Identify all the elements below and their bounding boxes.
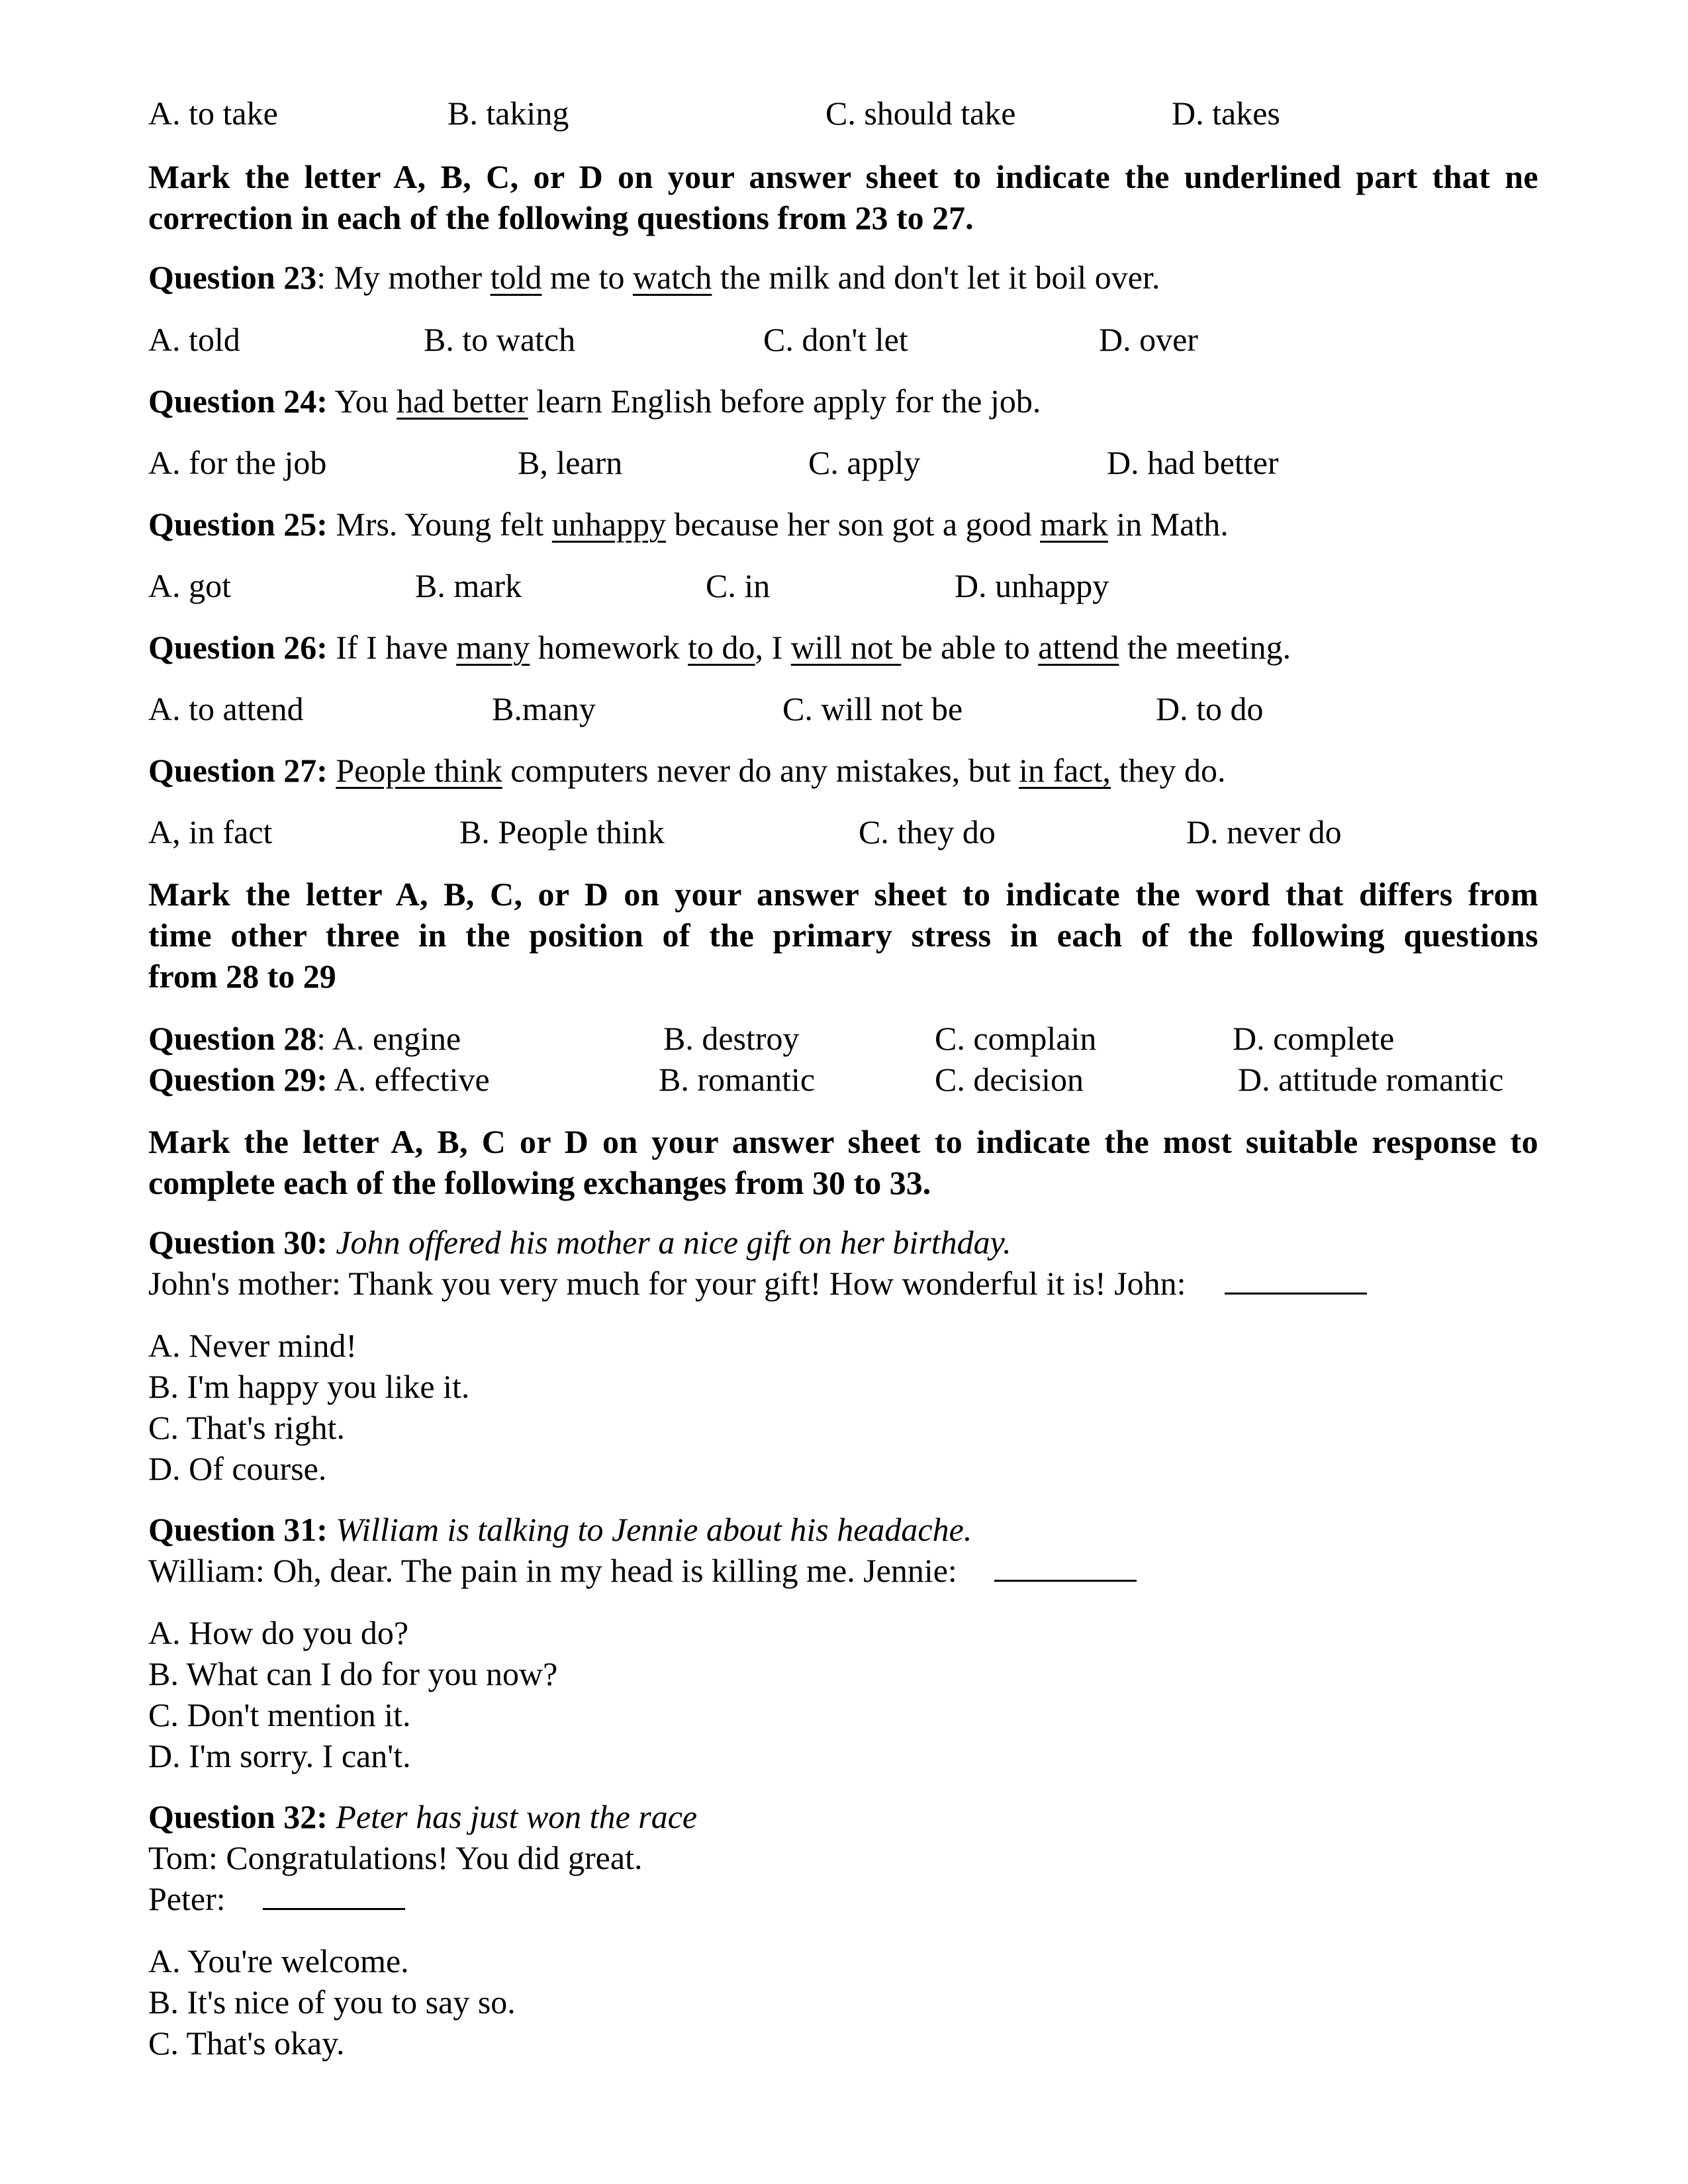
q24-text-1: You bbox=[327, 383, 397, 420]
question-30-label: Question 30: bbox=[148, 1224, 328, 1261]
q29-option-d: D. attitude romantic bbox=[1238, 1061, 1504, 1098]
q25-option-d: D. unhappy bbox=[955, 567, 1109, 604]
q27-text-2: computers never do any mistakes, but bbox=[502, 752, 1019, 789]
q26-option-d: D. to do bbox=[1156, 690, 1264, 727]
q29-option-b: B. romantic bbox=[659, 1061, 816, 1098]
q31-option-a: A. How do you do? bbox=[148, 1614, 409, 1651]
q26-text-2: homework bbox=[530, 629, 688, 666]
question-26-label: Question 26: bbox=[148, 629, 328, 666]
question-32 bbox=[148, 1796, 697, 1837]
q30-dialogue-text: John's mother: Thank you very much for your gift! How wonderful it is! John: bbox=[148, 1265, 1186, 1302]
q26-underlined-attend: attend bbox=[1038, 629, 1119, 666]
q22-option-a: A. to take bbox=[148, 95, 278, 132]
q28-option-b: B. destroy bbox=[663, 1020, 800, 1057]
q32-situation: Peter has just won the race bbox=[327, 1798, 698, 1835]
q22-option-d: D. takes bbox=[1172, 95, 1280, 132]
q26-text-3: , I bbox=[755, 629, 791, 666]
q31-option-b: B. What can I do for you now? bbox=[148, 1655, 558, 1692]
question-24-label: Question 24: bbox=[148, 383, 328, 420]
q31-situation: William is talking to Jennie about his headache. bbox=[327, 1511, 972, 1548]
q29-option-c: C. decision bbox=[935, 1061, 1084, 1098]
q32-dialogue-2-text: Peter: bbox=[148, 1880, 226, 1917]
q27-text-3: they do. bbox=[1110, 752, 1226, 789]
q23-text-1: : My mother bbox=[316, 259, 491, 296]
q25-text-3: in Math. bbox=[1107, 506, 1229, 543]
q25-underlined-unhappy: unhappy bbox=[551, 506, 667, 543]
question-27 bbox=[148, 750, 1226, 791]
q32-dialogue-1: Tom: Congratulations! You did great. bbox=[148, 1839, 643, 1876]
q26-option-b: B.many bbox=[492, 690, 596, 727]
question-28 bbox=[148, 1018, 461, 1059]
q31-option-d: D. I'm sorry. I can't. bbox=[148, 1737, 411, 1774]
q26-underlined-will-not: will not bbox=[790, 629, 902, 666]
q32-dialogue-2 bbox=[148, 1878, 405, 1919]
q30-answer-blank bbox=[1225, 1266, 1367, 1295]
section-response-instruction-line2: complete each of the following exchanges from 30 to 33. bbox=[148, 1164, 931, 1201]
q31-option-c: C. Don't mention it. bbox=[148, 1696, 411, 1733]
q30-option-a: A. Never mind! bbox=[148, 1327, 357, 1364]
q25-option-b: B. mark bbox=[415, 567, 522, 604]
q30-dialogue bbox=[148, 1263, 1367, 1304]
q31-answer-blank bbox=[994, 1553, 1137, 1582]
q26-text-5: the meeting. bbox=[1119, 629, 1291, 666]
q32-answer-blank bbox=[263, 1882, 405, 1910]
question-29 bbox=[148, 1059, 490, 1100]
q27-option-c: C. they do bbox=[859, 813, 996, 850]
q26-underlined-to-do: to do bbox=[688, 629, 755, 666]
question-30 bbox=[148, 1222, 1011, 1263]
q29-option-a: A. effective bbox=[327, 1061, 490, 1098]
section-stress-instruction-line2: time other three in the position of the primary stress in each of the following questions bbox=[148, 917, 1538, 954]
question-26 bbox=[148, 627, 1291, 668]
q23-option-b: B. to watch bbox=[424, 321, 576, 358]
q22-option-c: C. should take bbox=[825, 95, 1016, 132]
q26-text-1: If I have bbox=[327, 629, 457, 666]
q28-option-a: : A. engine bbox=[316, 1020, 461, 1057]
question-24 bbox=[148, 381, 1041, 422]
q32-option-a: A. You're welcome. bbox=[148, 1942, 409, 1979]
q28-option-d: D. complete bbox=[1233, 1020, 1395, 1057]
question-31 bbox=[148, 1509, 972, 1550]
q23-text-2: me to bbox=[541, 259, 633, 296]
q26-text-4: be able to bbox=[901, 629, 1039, 666]
q24-underlined-had-better: had better bbox=[397, 383, 528, 420]
question-27-label: Question 27: bbox=[148, 752, 328, 789]
section-stress-instruction-line3: from 28 to 29 bbox=[148, 958, 336, 995]
q24-option-a: A. for the job bbox=[148, 444, 327, 481]
q30-option-b: B. I'm happy you like it. bbox=[148, 1368, 470, 1405]
q22-option-b: B. taking bbox=[447, 95, 569, 132]
q25-text-2: because her son got a good bbox=[666, 506, 1041, 543]
q24-option-d: D. had better bbox=[1107, 444, 1279, 481]
q23-text-3: the milk and don't let it boil over. bbox=[712, 259, 1160, 296]
q25-option-a: A. got bbox=[148, 567, 231, 604]
question-31-label: Question 31: bbox=[148, 1511, 328, 1548]
section-stress-instruction-line1: Mark the letter A, B, C, or D on your answer sheet to indicate the word that differs from bbox=[148, 876, 1538, 913]
question-23 bbox=[148, 257, 1160, 298]
q26-option-c: C. will not be bbox=[782, 690, 963, 727]
q27-text-1 bbox=[328, 752, 336, 789]
q31-dialogue bbox=[148, 1550, 1137, 1591]
q28-option-c: C. complain bbox=[935, 1020, 1097, 1057]
q23-underlined-watch: watch bbox=[632, 259, 712, 296]
q32-option-c: C. That's okay. bbox=[148, 2025, 345, 2062]
section-error-instruction-line1: Mark the letter A, B, C, or D on your answer sheet to indicate the underlined part that ne bbox=[148, 158, 1538, 195]
q23-option-a: A. told bbox=[148, 321, 240, 358]
q24-text-2: learn English before apply for the job. bbox=[528, 383, 1041, 420]
q23-option-c: C. don't let bbox=[763, 321, 908, 358]
question-25 bbox=[148, 504, 1229, 545]
q26-option-a: A. to attend bbox=[148, 690, 304, 727]
question-25-label: Question 25: bbox=[148, 506, 328, 543]
q27-option-b: B. People think bbox=[459, 813, 665, 850]
q31-dialogue-text: William: Oh, dear. The pain in my head is killing me. Jennie: bbox=[148, 1552, 957, 1589]
q30-option-d: D. Of course. bbox=[148, 1450, 327, 1487]
q25-option-c: C. in bbox=[706, 567, 771, 604]
q23-option-d: D. over bbox=[1099, 321, 1198, 358]
question-32-label: Question 32: bbox=[148, 1798, 328, 1835]
q26-underlined-many: many bbox=[456, 629, 530, 666]
question-28-label: Question 28 bbox=[148, 1020, 317, 1057]
q25-underlined-mark: mark bbox=[1040, 506, 1108, 543]
q30-option-c: C. That's right. bbox=[148, 1409, 345, 1446]
q32-option-b: B. It's nice of you to say so. bbox=[148, 1983, 516, 2021]
section-response-instruction-line1: Mark the letter A, B, C or D on your answer sheet to indicate the most suitable response to bbox=[148, 1123, 1538, 1160]
q23-underlined-told: told bbox=[490, 259, 542, 296]
q27-underlined-people-think: People think bbox=[336, 752, 502, 789]
q25-text-1: Mrs. Young felt bbox=[327, 506, 552, 543]
q27-underlined-in-fact: in fact, bbox=[1019, 752, 1111, 789]
q30-situation: John offered his mother a nice gift on her birthday. bbox=[327, 1224, 1011, 1261]
question-29-label: Question 29: bbox=[148, 1061, 328, 1098]
q24-option-c: C. apply bbox=[808, 444, 921, 481]
q27-option-d: D. never do bbox=[1186, 813, 1342, 850]
question-23-label: Question 23 bbox=[148, 259, 317, 296]
section-error-instruction-line2: correction in each of the following questions from 23 to 27. bbox=[148, 199, 974, 236]
q27-option-a: A, in fact bbox=[148, 813, 273, 850]
q24-option-b: B, learn bbox=[518, 444, 623, 481]
